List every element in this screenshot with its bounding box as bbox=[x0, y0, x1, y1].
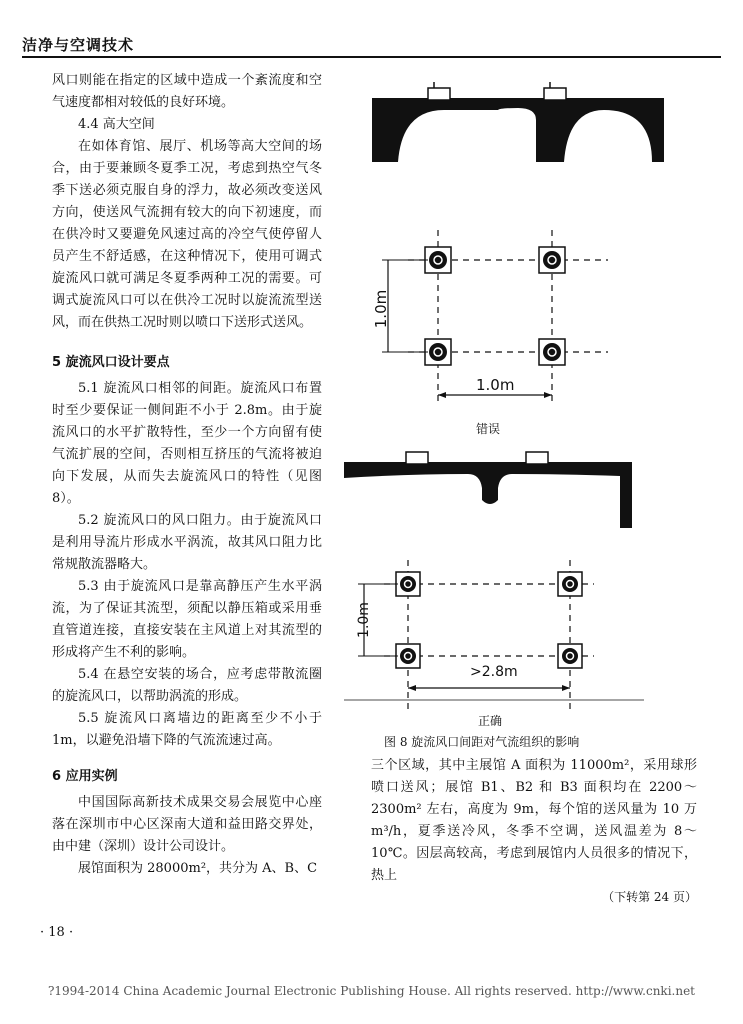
diffuser-icon bbox=[558, 644, 582, 668]
diffuser-icon bbox=[406, 452, 428, 464]
diffuser-icon bbox=[425, 339, 451, 365]
header-rule bbox=[22, 56, 721, 58]
diffuser-icon bbox=[539, 339, 565, 365]
section-5-4: 5.4 在悬空安装的场合，应考虑带散流圈的旋流风口，以帮助涡流的形成。 bbox=[52, 667, 322, 704]
dimension-vertical-bottom: 1.0m bbox=[355, 602, 372, 638]
section-6-body-1: 中国国际高新技术成果交易会展览中心座落在深圳市中心区深南大道和益田路交界处，由中建（深圳）设计公司设计。 bbox=[52, 795, 322, 854]
section-5-title: 5 旋流风口设计要点 bbox=[52, 355, 170, 370]
dimension-horizontal-top: 1.0m bbox=[476, 376, 515, 394]
figure-label-wrong: 错误 bbox=[476, 422, 501, 436]
section-6-title: 6 应用实例 bbox=[52, 769, 118, 784]
figure-right-plan bbox=[344, 560, 644, 710]
continued-note: （下转第 24 页） bbox=[602, 890, 697, 904]
section-4-4-title: 4.4 高大空间 bbox=[78, 117, 155, 132]
diffuser-icon bbox=[396, 572, 420, 596]
section-5-5: 5.5 旋流风口离墙边的距离至少不小于 1m，以避免沿墙下降的气流流速过高。 bbox=[52, 711, 322, 748]
figure-right-section bbox=[340, 448, 640, 528]
figure-caption: 图 8 旋流风口间距对气流组织的影响 bbox=[384, 735, 580, 749]
diffuser-icon bbox=[539, 247, 565, 273]
diffuser-icon bbox=[425, 247, 451, 273]
diffuser-icon bbox=[428, 88, 450, 100]
footer-copyright: ?1994-2014 China Academic Journal Electronic Publishing House. All rights reserved. http://www.cnki.net bbox=[47, 984, 696, 998]
left-column bbox=[52, 70, 322, 880]
section-5-3: 5.3 由于旋流风口是靠高静压产生水平涡流，为了保证其流型，须配以静压箱或采用垂直管道连接，直接安装在主风道上对其流型的形成将产生不利的影响。 bbox=[52, 579, 322, 660]
diffuser-icon bbox=[526, 452, 548, 464]
diffuser-icon bbox=[396, 644, 420, 668]
right-column-body: 三个区域，其中主展馆 A 面积为 11000m²，采用球形喷口送风；展馆 B1、B2 和 B3 面积均在 2200～2300m² 左右，高度为 9m，每个馆的送风量为 10 万 m³/h，夏季送冷风，冬季不空调，送风温差为 8～10℃。因层高较高，考虑到展馆内人员很多的情况下，热上 bbox=[371, 758, 697, 883]
diffuser-icon bbox=[558, 572, 582, 596]
figure-wrong-section bbox=[368, 80, 668, 180]
page-number: · 18 · bbox=[40, 925, 74, 940]
section-4-4-body: 在如体育馆、展厅、机场等高大空间的场合，由于要兼顾冬夏季工况，考虑到热空气冬季下送必须克服自身的浮力，故必须改变送风方向，使送风气流拥有较大的向下初速度，而在供冷时又要避免风速过高的冷空气使停留人员产生不舒适感，在这种情况下，使用可调式旋流风口就可满足冬夏季两种工况的需要。可调式旋流风口可以在供冷工况时以旋流流型送风，而在供热工况时则以喷口下送形式送风。 bbox=[52, 139, 322, 330]
right-column bbox=[371, 755, 697, 907]
header-title: 洁净与空调技术 bbox=[22, 36, 135, 54]
dimension-vertical-top: 1.0m bbox=[372, 289, 391, 329]
figure-label-right: 正确 bbox=[478, 714, 503, 728]
paragraph-continuation: 风口则能在指定的区域中造成一个紊流度和空气速度都相对较低的良好环境。 bbox=[52, 73, 322, 110]
section-6-body-2: 展馆面积为 28000m²，共分为 A、B、C bbox=[78, 861, 318, 876]
dimension-horizontal-bottom: >2.8m bbox=[470, 664, 518, 680]
section-5-2: 5.2 旋流风口的风口阻力。由于旋流风口是利用导流片形成水平涡流，故其风口阻力比常规散流器略大。 bbox=[52, 513, 322, 572]
section-5-1: 5.1 旋流风口相邻的间距。旋流风口布置时至少要保证一侧间距不小于 2.8m。由于旋流风口的水平扩散特性，至少一个方向留有使气流扩展的空间，否则相互挤压的气流将被迫向下发展，从而失去旋流风口的特性（见图 8）。 bbox=[52, 381, 322, 506]
diffuser-icon bbox=[544, 88, 566, 100]
